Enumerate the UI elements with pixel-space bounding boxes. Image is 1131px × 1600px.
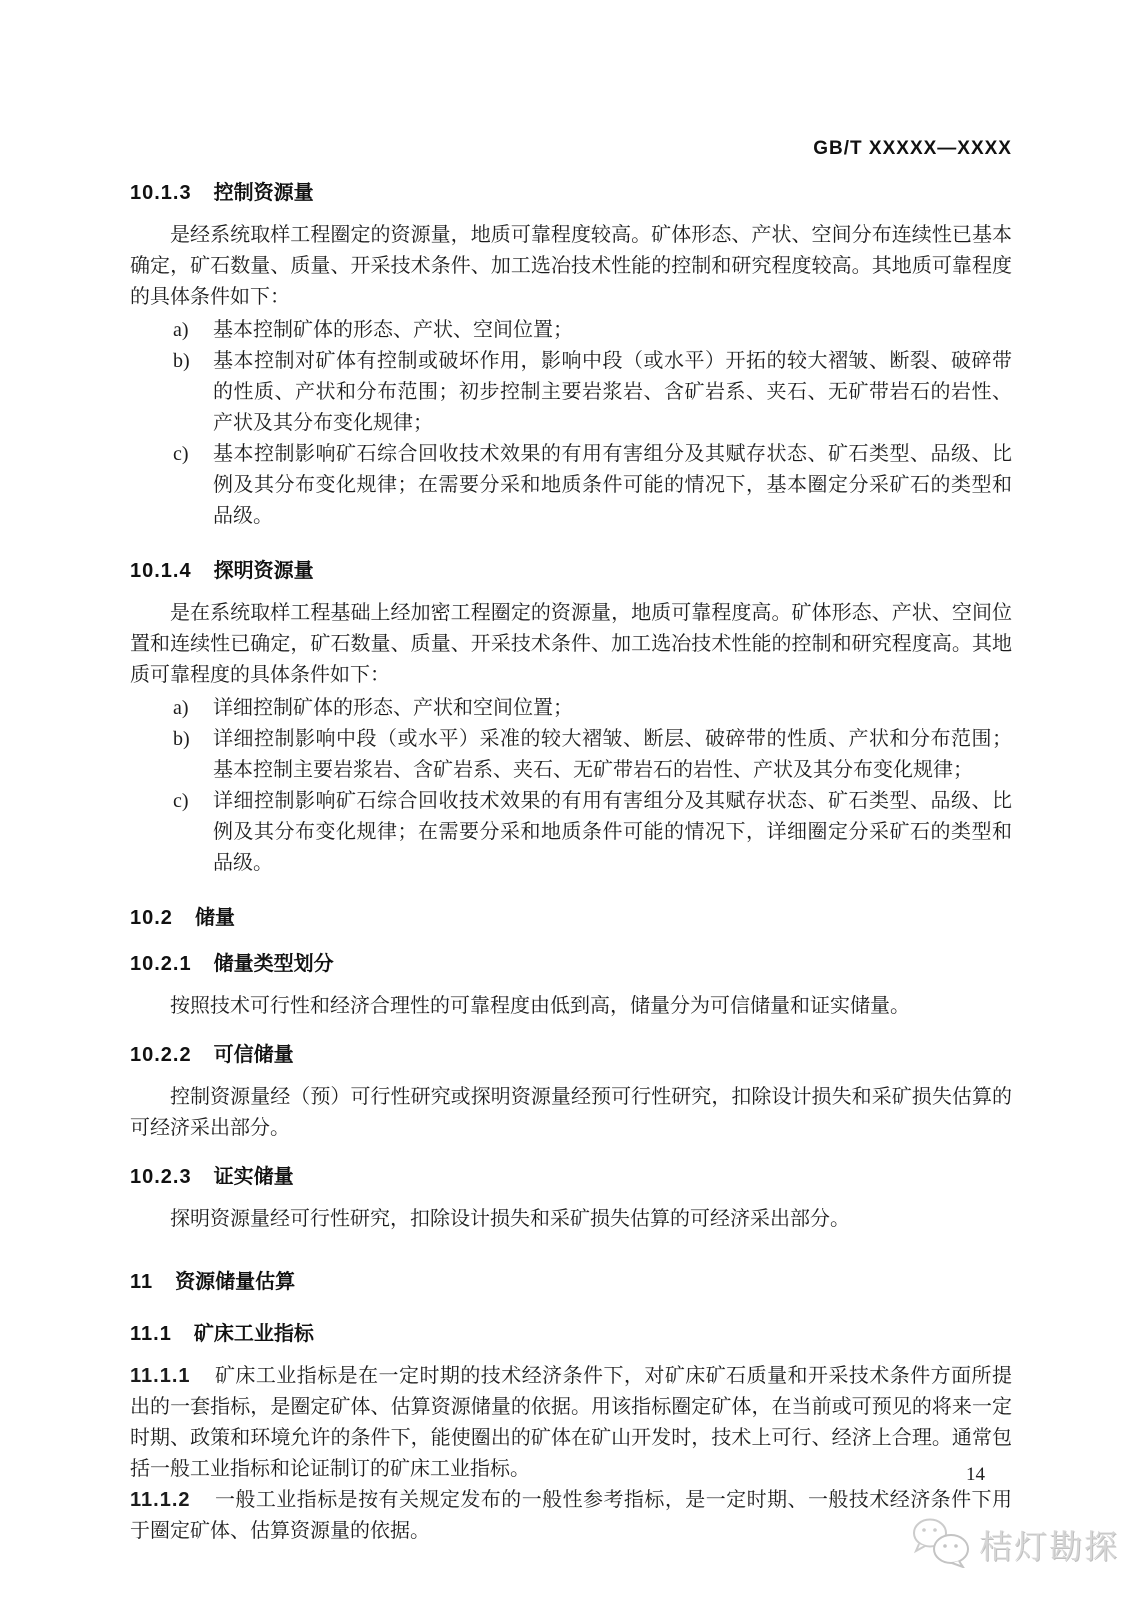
list-item-text: 基本控制对矿体有控制或破坏作用，影响中段（或水平）开拓的较大褶皱、断裂、破碎带的性质、产状和分布范围；初步控制主要岩浆岩、含矿岩系、夹石、无矿带岩石的岩性、产状及其分布变化规律；	[213, 350, 1012, 434]
heading-10-2-2	[130, 1042, 1012, 1068]
list-marker: b)	[173, 728, 190, 750]
heading-10-1-4	[130, 558, 1012, 584]
clause-number: 10.2.3	[130, 1166, 192, 1188]
list-item-text: 基本控制矿体的形态、产状、空间位置；	[213, 319, 573, 341]
doc-code: GB/T XXXXX—XXXX	[813, 138, 1012, 159]
page-number: 14	[966, 1464, 985, 1485]
paragraph-11-1-1	[130, 1361, 1012, 1485]
clause-title: 矿床工业指标	[193, 1323, 314, 1345]
clause-number: 11.1	[130, 1323, 172, 1345]
list-item	[173, 439, 1012, 532]
clause-number: 10.1.4	[130, 560, 192, 582]
list-item	[173, 315, 1012, 346]
list-item	[173, 786, 1012, 879]
paragraph-10-1-3-intro: 是经系统取样工程圈定的资源量，地质可靠程度较高。矿体形态、产状、空间分布连续性已基本确定，矿石数量、质量、开采技术条件、加工选冶技术性能的控制和研究程度较高。其地质可靠程度的具体条件如下：	[130, 224, 1012, 308]
list-item-text: 详细控制影响矿石综合回收技术效果的有用有害组分及其赋存状态、矿石类型、品级、比例及其分布变化规律；在需要分采和地质条件可能的情况下，详细圈定分采矿石的类型和品级。	[213, 790, 1012, 874]
paragraph-10-2-3: 探明资源量经可行性研究，扣除设计损失和采矿损失估算的可经济采出部分。	[170, 1208, 850, 1230]
wechat-icon	[911, 1516, 973, 1573]
paragraph-10-1-4-intro: 是在系统取样工程基础上经加密工程圈定的资源量，地质可靠程度高。矿体形态、产状、空间位置和连续性已确定，矿石数量、质量、开采技术条件、加工选冶技术性能的控制和研究程度高。其地质可靠程度的具体条件如下：	[130, 602, 1012, 686]
doc-code-header	[130, 138, 1012, 160]
heading-10-2	[130, 905, 1012, 931]
list-10-1-3	[130, 315, 1012, 532]
list-item	[173, 346, 1012, 439]
watermark-text: 桔灯勘探	[979, 1528, 1119, 1565]
clause-title: 证实储量	[213, 1166, 294, 1188]
paragraph-10-2-2: 控制资源量经（预）可行性研究或探明资源量经预可行性研究，扣除设计损失和采矿损失估算的可经济采出部分。	[130, 1086, 1012, 1139]
heading-11-1	[130, 1321, 1012, 1347]
list-10-1-4	[130, 693, 1012, 879]
clause-number: 11.1.2	[130, 1489, 191, 1511]
clause-title: 储量	[194, 907, 235, 929]
paragraph-10-2-1: 按照技术可行性和经济合理性的可靠程度由低到高，储量分为可信储量和证实储量。	[170, 995, 910, 1017]
paragraph-text: 一般工业指标是按有关规定发布的一般性参考指标，是一定时期、一般技术经济条件下用于圈定矿体、估算资源量的依据。	[130, 1489, 1012, 1542]
clause-number: 10.2	[130, 907, 173, 929]
clause-number: 10.1.3	[130, 182, 192, 204]
list-item	[173, 693, 1012, 724]
list-item-text: 详细控制影响中段（或水平）采准的较大褶皱、断层、破碎带的性质、产状和分布范围；基本控制主要岩浆岩、含矿岩系、夹石、无矿带岩石的岩性、产状及其分布变化规律；	[213, 728, 1012, 781]
list-marker: c)	[173, 443, 189, 465]
paragraph-11-1-2	[130, 1485, 1012, 1547]
heading-10-1-3	[130, 180, 1012, 206]
page-content	[130, 138, 1012, 1547]
list-marker: a)	[173, 697, 189, 719]
heading-10-2-3	[130, 1164, 1012, 1190]
list-item	[173, 724, 1012, 786]
clause-number: 11.1.1	[130, 1365, 191, 1387]
clause-title: 储量类型划分	[213, 953, 334, 975]
list-item-text: 基本控制影响矿石综合回收技术效果的有用有害组分及其赋存状态、矿石类型、品级、比例及其分布变化规律；在需要分采和地质条件可能的情况下，基本圈定分采矿石的类型和品级。	[213, 443, 1012, 527]
list-marker: b)	[173, 350, 190, 372]
watermark	[911, 1516, 1119, 1573]
heading-11	[130, 1269, 1012, 1295]
clause-number: 10.2.1	[130, 953, 192, 975]
clause-number: 10.2.2	[130, 1044, 192, 1066]
paragraph-text: 矿床工业指标是在一定时期的技术经济条件下，对矿床矿石质量和开采技术条件方面所提出的一套指标，是圈定矿体、估算资源储量的依据。用该指标圈定矿体，在当前或可预见的将来一定时期、政策和环境允许的条件下，能使圈出的矿体在矿山开发时，技术上可行、经济上合理。通常包括一般工业指标和论证制订的矿床工业指标。	[130, 1365, 1012, 1480]
clause-title: 资源储量估算	[175, 1271, 296, 1293]
clause-number: 11	[130, 1271, 154, 1293]
list-marker: a)	[173, 319, 189, 341]
clause-title: 探明资源量	[213, 560, 314, 582]
clause-title: 可信储量	[213, 1044, 294, 1066]
list-marker: c)	[173, 790, 189, 812]
list-item-text: 详细控制矿体的形态、产状和空间位置；	[213, 697, 573, 719]
heading-10-2-1	[130, 951, 1012, 977]
clause-title: 控制资源量	[213, 182, 314, 204]
